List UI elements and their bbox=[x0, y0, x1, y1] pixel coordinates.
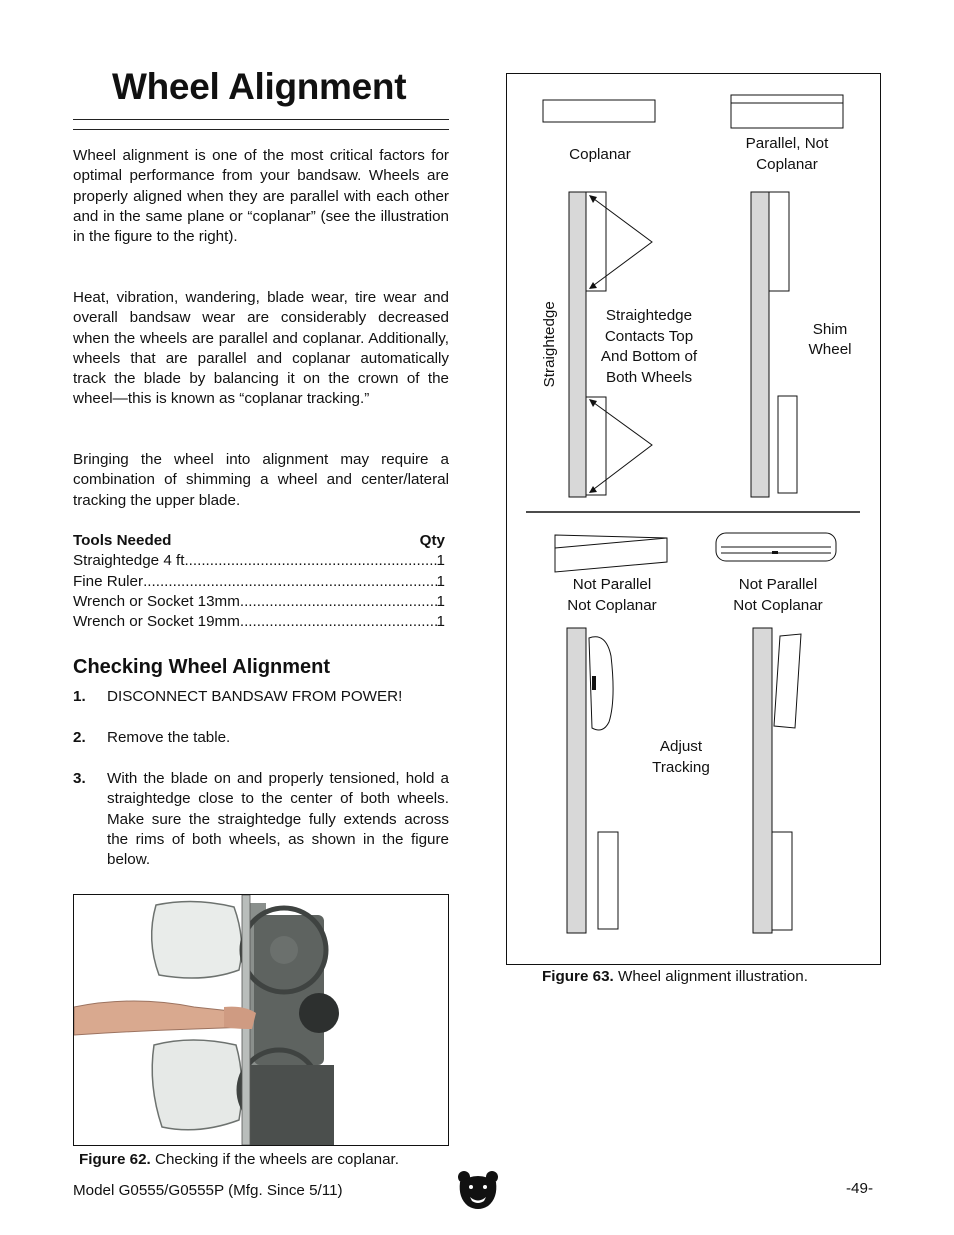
section-heading: Checking Wheel Alignment bbox=[73, 656, 331, 678]
label-shim-2: Wheel bbox=[808, 341, 852, 358]
figure-63-caption bbox=[542, 968, 808, 985]
label-not-parallel-b-1: Not Parallel bbox=[738, 576, 818, 593]
page-title: Wheel Alignment bbox=[112, 66, 407, 107]
label-not-parallel-a-2: Not Coplanar bbox=[567, 597, 657, 614]
label-contacts-4: Both Wheels bbox=[605, 369, 693, 386]
tools-header-label: Tools Needed bbox=[73, 532, 172, 549]
tool-name: Wrench or Socket 19mm bbox=[73, 613, 240, 631]
label-parallel-not-coplanar-2: Coplanar bbox=[756, 156, 818, 173]
step-number: 2. bbox=[73, 729, 86, 746]
step-text: With the blade on and properly tensioned, hold a straightedge close to the center of both wheels. Make sure the straightedge fully extends across the rims of both wheels, as shown in the figure below. bbox=[107, 770, 449, 869]
step-number: 1. bbox=[73, 688, 86, 705]
intro-paragraph-3: Bringing the wheel into alignment may require a combination of shimming a wheel and center/lateral tracking the upper blade. bbox=[73, 451, 449, 509]
figure-63-caption-text: Wheel alignment illustration. bbox=[617, 968, 808, 985]
figure-62-label: Figure 62. bbox=[79, 1151, 151, 1168]
label-not-parallel-a-1: Not Parallel bbox=[572, 576, 652, 593]
label-coplanar: Coplanar bbox=[569, 146, 631, 163]
step-text: DISCONNECT BANDSAW FROM POWER! bbox=[107, 688, 403, 705]
step-number: 3. bbox=[73, 770, 86, 787]
figure-62-caption-text: Checking if the wheels are coplanar. bbox=[154, 1151, 399, 1168]
label-parallel-not-coplanar-1: Parallel, Not bbox=[745, 135, 829, 152]
tool-name: Straightedge 4 ft. bbox=[73, 552, 189, 570]
label-not-parallel-b-2: Not Coplanar bbox=[733, 597, 823, 614]
tool-name: Wrench or Socket 13mm bbox=[73, 592, 240, 610]
intro-paragraph-2: Heat, vibration, wandering, blade wear, tire wear and overall bandsaw wear are considerably decreased when the wheels are parallel and coplanar. Additionally, wheels that are parallel and coplanar automatically track the blade by balancing it on the crown of the wheel—this is known as “coplanar tracking.” bbox=[73, 289, 449, 408]
label-contacts-1: Straightedge bbox=[605, 307, 693, 324]
label-contacts-2: Contacts Top bbox=[604, 328, 694, 345]
step-text: Remove the table. bbox=[107, 729, 231, 746]
tools-header-qty: Qty bbox=[419, 532, 445, 549]
intro-paragraph-1: Wheel alignment is one of the most critical factors for optimal performance from your bandsaw. Wheels are properly aligned when they are parallel with each other and in the same plane or “coplanar” (see the illustration in the figure to the right). bbox=[73, 147, 449, 246]
tool-qty: 1 bbox=[436, 572, 445, 590]
label-adjust-1: Adjust bbox=[659, 738, 703, 755]
label-adjust-2: Tracking bbox=[652, 759, 710, 776]
page-number: -49- bbox=[846, 1180, 874, 1197]
tool-qty: 1 bbox=[436, 552, 445, 570]
tool-qty: 1 bbox=[436, 592, 445, 610]
tool-name: Fine Ruler bbox=[73, 572, 144, 590]
tool-qty: 1 bbox=[436, 613, 445, 631]
bear-logo-icon bbox=[456, 1168, 500, 1212]
label-straightedge-vertical: Straightedge bbox=[540, 301, 558, 388]
figure-63-label: Figure 63. bbox=[542, 968, 614, 985]
footer-model: Model G0555/G0555P (Mfg. Since 5/11) bbox=[73, 1182, 343, 1199]
label-contacts-3: And Bottom of bbox=[600, 348, 698, 365]
label-shim-1: Shim bbox=[812, 321, 848, 338]
